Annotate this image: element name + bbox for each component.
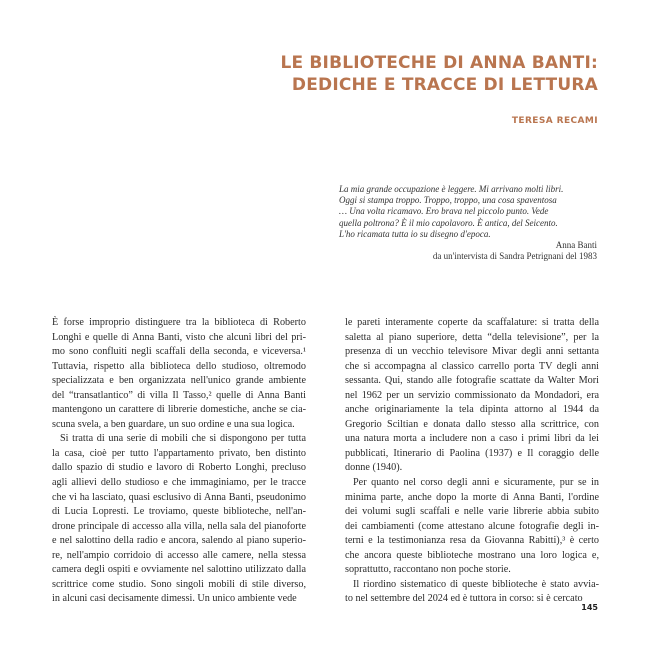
text-line: presenza di un vecchio televisore Mivar degli anni settanta (345, 346, 599, 358)
text-line: minima parte, anche dopo la morte di Anna Banti, l'ordine (345, 491, 599, 503)
epigraph-line: quella poltrona? È il mio capolavoro. È antica, del Seicento. (339, 217, 558, 228)
text-line: specializzata e ben organizzata nell'unico grande ambiente (52, 375, 306, 387)
text-line: Si tratta di una serie di mobili che si dispongono per tutta (60, 433, 306, 445)
text-line: una natura morta a includere non a caso i primi libri da lei (345, 433, 599, 445)
text-line: Gregorio Sciltian e donata dallo stesso alla scrittrice, con (345, 418, 599, 430)
epigraph (339, 184, 599, 262)
text-line: donne (1940). (345, 462, 403, 474)
text-line: scuna svela, a ben guardare, un suo ordine e una sua logica. (52, 418, 295, 430)
text-line: mo sono confluiti negli scaffali della seconda, e viceversa.¹ (52, 346, 306, 358)
text-line: in alcuni casi decisamente dimessi. Un unico ambiente vede (52, 593, 297, 605)
text-line: mantengono un carattere di librerie domestiche, anche se cia- (52, 404, 306, 416)
epigraph-quote (339, 184, 599, 240)
text-line: e nel salottino della radio e ancora, salendo al piano superio- (52, 535, 306, 547)
text-line: le pareti interamente coperte da scaffalature: si tratta della (345, 317, 599, 328)
text-line: dei volumi sugli scaffali e nelle varie librerie abbia subito (345, 506, 599, 518)
title-line: LE BIBLIOTECHE DI ANNA BANTI: (280, 53, 598, 73)
title-line: DEDICHE E TRACCE DI LETTURA (291, 75, 598, 95)
text-line: scrittrice come studio. Sono singoli mobili di stile diverso, (52, 578, 306, 590)
text-line: che si accompagna al classico carrello porta TV degli anni (345, 360, 599, 372)
text-line: anche originariamente la tela dipinta attorno al 1944 da (345, 404, 599, 416)
text-line: di Lucia Lopresti. Le troviamo, queste biblioteche, nell'an- (52, 506, 306, 518)
text-line: dei cambiamenti (come attestano alcune fotografie degli in- (345, 520, 599, 532)
epigraph-line: La mia grande occupazione è leggere. Mi arrivano molti libri. (339, 184, 564, 194)
text-line: re, nell'ampio corridoio di accesso alle camere, nella stessa (52, 549, 306, 561)
text-line: nel 1962 per un servizio commissionato da Mondadori, era (345, 389, 599, 401)
text-line: Per quanto nel corso degli anni e sicuramente, pur se in (353, 477, 599, 489)
author-name: TERESA RECAMI (511, 116, 598, 126)
epigraph-line: Oggi si stampa troppo. Troppo, troppo, una cosa spaventosa (339, 195, 557, 206)
text-line: che ancora queste biblioteche mostrano una loro logica e, (345, 549, 599, 561)
page-number: 145 (581, 603, 598, 612)
text-line: sessanta. Qui, stando alle fotografie scattate da Walter Mori (345, 375, 599, 387)
text-line: soprattutto, raccontano non poche storie. (345, 564, 511, 576)
text-line: che vi ha lasciato, quasi esclusivo di Anna Banti, pseudonimo (52, 491, 306, 503)
text-line: saletta al piano superiore, detta “della televisione”, per la (345, 331, 599, 343)
text-line: Tuttavia, rispetto alla biblioteca dello studioso, oltremodo (52, 360, 306, 372)
text-line: del “transatlantico” di villa Il Tasso,² quelle di Anna Banti (52, 389, 306, 401)
body-column-left (52, 316, 306, 607)
epigraph-line: … Una volta ricamavo. Ero brava nel piccolo punto. Vede (339, 206, 549, 217)
text-line: terni e la testimonianza resa da Giovanna Rabitti),³ è certo (345, 535, 599, 547)
text-line: Il riordino sistematico di queste biblioteche è stato avvia- (353, 578, 599, 590)
epigraph-line: L'ho ricamata tutta io su disegno d'epoca. (339, 228, 491, 239)
text-line: Longhi e quelle di Anna Banti, visto che alcuni libri del pri- (52, 331, 306, 343)
text-line: È forse improprio distinguere tra la biblioteca di Roberto (52, 317, 306, 328)
attribution-name: Anna Banti (555, 240, 597, 251)
text-line: camera degli ospiti e ovviamente nel salottino utilizzato dalla (52, 564, 306, 576)
body-column-right (345, 316, 599, 607)
article-title (178, 52, 598, 96)
text-line: pubblicati, Itinerario di Paolina (1937) e Il coraggio delle (345, 447, 599, 459)
epigraph-attribution (339, 240, 597, 262)
text-line: agli allievi dello studioso e che immaginiamo, per le tracce (52, 477, 306, 489)
attribution-source: da un'intervista di Sandra Petrignani del 1983 (432, 251, 597, 262)
text-line: drone principale di accesso alla villa, nella sala del pianoforte (52, 520, 306, 532)
text-line: to nel settembre del 2024 ed è tuttora in corso: si è cercato (345, 593, 583, 605)
text-line: la casa, cioè per tutto l'appartamento privato, ben distinto (52, 447, 306, 459)
text-line: dallo spazio di studio e lavoro di Roberto Longhi, precluso (52, 462, 306, 474)
